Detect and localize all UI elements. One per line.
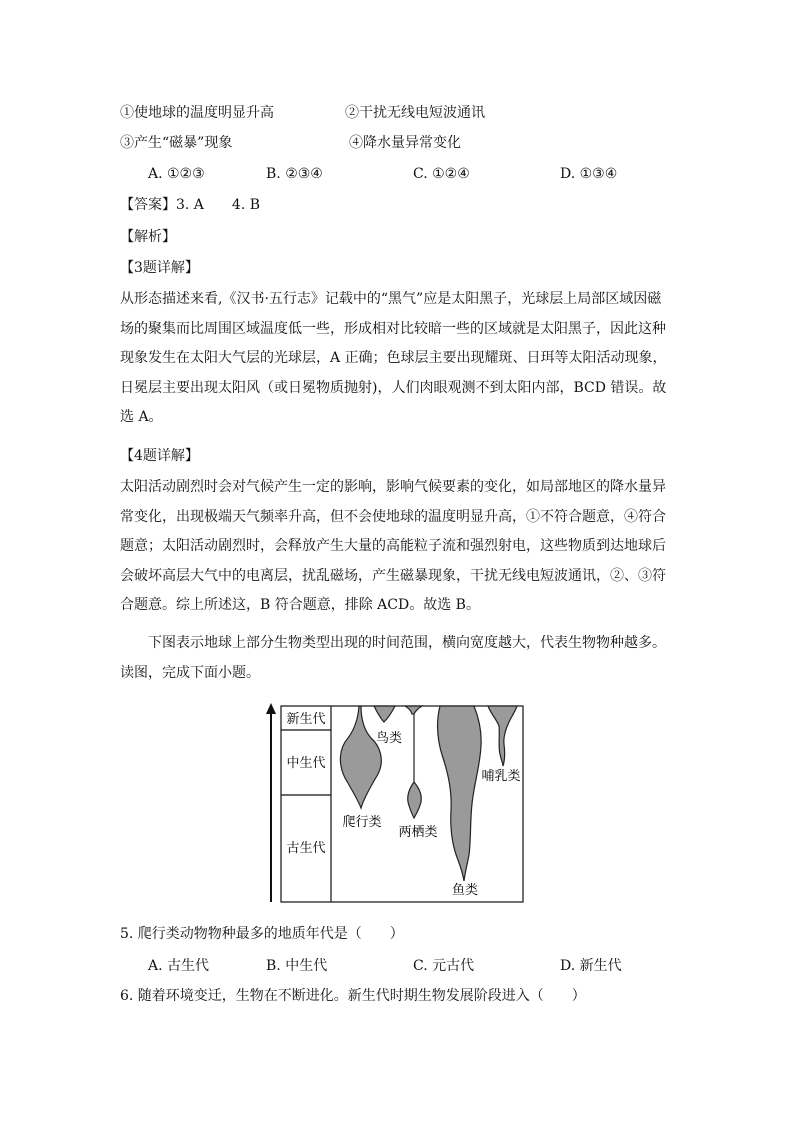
q3-explanation: 从形态描述来看,《汉书·五行志》记载中的“黑气”应是太阳黑子，光球层上局部区域因磁场的聚集而比周围区域温度低一些，形成相对比较暗一些的区域就是太阳黑子，因此这种现象发生在太阳大气层的光球层，A 正确；色球层主要出现耀斑、日珥等太阳活动现象，日冕层主要出现太阳风（或日冕物质抛射)，人们肉眼观测不到太阳内部，BCD 错误。故选 A。: [120, 291, 667, 425]
reptiles-shape: [340, 706, 381, 808]
era-paleozoic: 古生代: [286, 841, 326, 856]
mammals-shape: [488, 706, 517, 766]
era-mesozoic: 中生代: [286, 756, 326, 771]
q4-item-2: ②干扰无线电短波通讯: [345, 105, 485, 121]
arrow-head-icon: [266, 703, 276, 714]
fish-shape: [438, 706, 482, 881]
q5-option-c: C. 元古代: [413, 958, 475, 974]
q4-explanation: 太阳活动剧烈时会对气候产生一定的影响，影响气候要素的变化，如局部地区的降水量异常变化，出现极端天气频率升高，但不会使地球的温度明显升高，①不符合题意，④符合题意；太阳活动剧烈时，会释放产生大量的高能粒子流和强烈射电，这些物质到达地球后会破坏高层大气中的电离层，扰乱磁场，产生磁暴现象，干扰无线电短波通讯，②、③符合题意。综上所述这，B 符合题意，排除 ACD。故选 B。: [120, 479, 666, 613]
amphibians-bulb: [408, 782, 421, 818]
era-cenozoic: 新生代: [286, 712, 326, 727]
label-amphibians: 两栖类: [398, 825, 438, 840]
q3-heading: 【3题详解】: [120, 260, 199, 276]
q4-option-a: A. ①②③: [148, 166, 205, 182]
q4-heading: 【4题详解】: [120, 448, 199, 464]
q5-stem: 5. 爬行类动物物种最多的地质年代是（ ）: [120, 926, 404, 942]
analysis-heading: 【解析】: [120, 229, 176, 245]
amphibians-shape: [405, 706, 422, 714]
evolution-chart: [0, 700, 794, 920]
q4-item-1: ①使地球的温度明显升高: [120, 105, 274, 121]
q6-stem: 6. 随着环境变迁，生物在不断进化。新生代时期生物发展阶段进入（ ）: [120, 988, 586, 1004]
label-reptiles: 爬行类: [342, 815, 382, 830]
q4-item-3: ③产生“磁暴”现象: [120, 135, 233, 151]
figure-intro: 下图表示地球上部分生物类型出现的时间范围，横向宽度越大，代表生物物种越多。读图，完成下面小题。: [120, 635, 666, 681]
label-birds: 鸟类: [375, 731, 403, 746]
answer-line: 【答案】3. A 4. B: [120, 197, 261, 213]
q5-option-b: B. 中生代: [266, 958, 328, 974]
q5-option-a: A. 古生代: [148, 958, 210, 974]
q4-option-d: D. ①③④: [560, 166, 618, 182]
label-mammals: 哺乳类: [481, 769, 521, 784]
label-fish: 鱼类: [451, 883, 479, 898]
birds-shape: [374, 706, 395, 722]
q5-option-d: D. 新生代: [560, 958, 622, 974]
q4-option-b: B. ②③④: [266, 166, 323, 182]
q4-option-c: C. ①②④: [413, 166, 470, 182]
q4-item-4: ④降水量异常变化: [349, 135, 461, 151]
